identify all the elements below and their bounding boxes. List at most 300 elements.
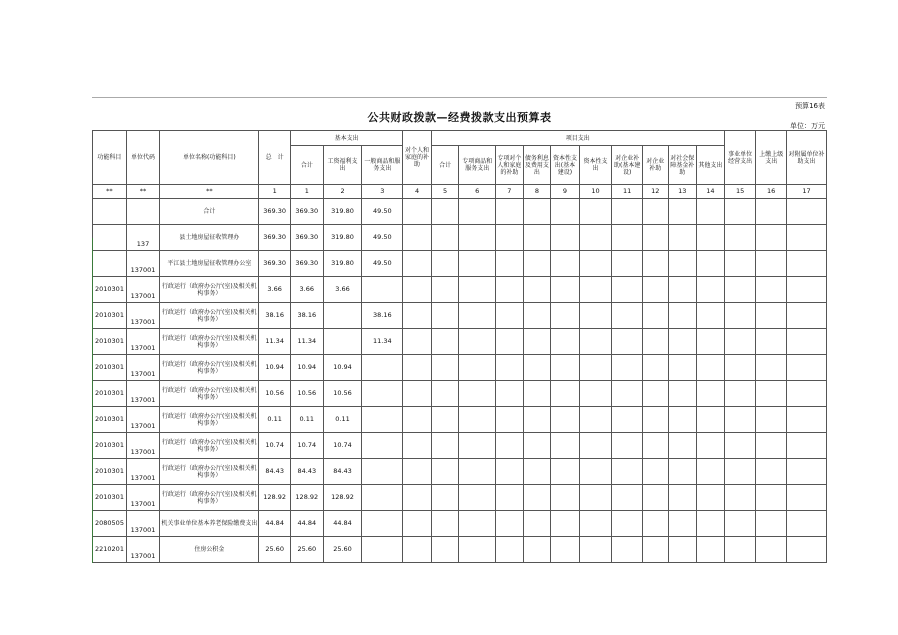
empty-cell [496, 199, 524, 225]
func-code-cell: 2210201 [93, 537, 127, 563]
general-goods-cell: 38.16 [362, 303, 403, 329]
general-goods-cell: 49.50 [362, 199, 403, 225]
column-number: ** [93, 185, 127, 199]
unit-code-cell: 137001 [126, 407, 160, 433]
unit-name-cell: 行政运行（政府办公厅(室)及相关机构事务） [160, 303, 259, 329]
empty-cell [612, 459, 643, 485]
empty-cell [496, 407, 524, 433]
empty-cell [612, 303, 643, 329]
col-debt-interest: 债务利息及费用支出 [523, 146, 551, 185]
total-cell: 10.94 [259, 355, 291, 381]
empty-cell [459, 459, 496, 485]
empty-cell [579, 303, 612, 329]
empty-cell [403, 459, 432, 485]
basic-sum-cell: 11.34 [290, 329, 323, 355]
total-cell: 11.34 [259, 329, 291, 355]
wage-welfare-cell [323, 303, 362, 329]
empty-cell [551, 329, 580, 355]
empty-cell [431, 277, 459, 303]
empty-cell [551, 511, 580, 537]
empty-cell [579, 277, 612, 303]
empty-cell [459, 485, 496, 511]
table-row [93, 329, 827, 355]
empty-cell [579, 485, 612, 511]
empty-cell [787, 277, 827, 303]
general-goods-cell: 49.50 [362, 225, 403, 251]
empty-cell [668, 511, 697, 537]
empty-cell [787, 485, 827, 511]
empty-cell [643, 225, 669, 251]
col-unit-name: 单位名称(功能科目) [160, 131, 259, 185]
col-social-fund: 对社会保障基金补助 [668, 146, 697, 185]
empty-cell [523, 277, 551, 303]
empty-cell [551, 459, 580, 485]
empty-cell [403, 433, 432, 459]
empty-cell [579, 329, 612, 355]
empty-cell [551, 251, 580, 277]
empty-cell [431, 537, 459, 563]
empty-cell [787, 433, 827, 459]
func-code-cell [93, 251, 127, 277]
empty-cell [697, 355, 725, 381]
unit-name-cell: 行政运行（政府办公厅(室)及相关机构事务） [160, 485, 259, 511]
table-row [93, 459, 827, 485]
column-number: ** [160, 185, 259, 199]
column-number: 13 [668, 185, 697, 199]
empty-cell [523, 511, 551, 537]
unit-name-cell: 行政运行（政府办公厅(室)及相关机构事务） [160, 381, 259, 407]
col-project-group: 项目支出 [431, 131, 724, 146]
empty-cell [431, 511, 459, 537]
empty-cell [431, 459, 459, 485]
empty-cell [787, 381, 827, 407]
total-cell: 10.74 [259, 433, 291, 459]
basic-sum-cell: 0.11 [290, 407, 323, 433]
total-cell: 10.56 [259, 381, 291, 407]
empty-cell [431, 485, 459, 511]
general-goods-cell [362, 485, 403, 511]
empty-cell [579, 381, 612, 407]
col-public-unit: 事业单位经营支出 [724, 131, 756, 185]
empty-cell [697, 433, 725, 459]
header-row-1 [93, 131, 827, 146]
empty-cell [724, 303, 756, 329]
empty-cell [496, 459, 524, 485]
empty-cell [551, 433, 580, 459]
empty-cell [612, 381, 643, 407]
empty-cell [787, 251, 827, 277]
basic-sum-cell: 44.84 [290, 511, 323, 537]
col-special-individual: 专项对个人和家庭的补助 [496, 146, 524, 185]
column-number: 5 [431, 185, 459, 199]
basic-sum-cell: 369.30 [290, 225, 323, 251]
empty-cell [756, 277, 787, 303]
total-cell: 38.16 [259, 303, 291, 329]
col-func-code: 功能科目 [93, 131, 127, 185]
table-row [93, 407, 827, 433]
column-number: 2 [323, 185, 362, 199]
empty-cell [523, 537, 551, 563]
general-goods-cell [362, 381, 403, 407]
empty-cell [668, 433, 697, 459]
col-enterprise-infra: 对企业补助(基本建设) [612, 146, 643, 185]
empty-cell [668, 537, 697, 563]
empty-cell [643, 251, 669, 277]
empty-cell [612, 433, 643, 459]
empty-cell [643, 537, 669, 563]
func-code-cell: 2010301 [93, 329, 127, 355]
unit-code-cell: 137001 [126, 433, 160, 459]
total-cell: 44.84 [259, 511, 291, 537]
col-individual-family: 对个人和家庭的补助 [403, 131, 432, 185]
unit-code-cell: 137001 [126, 381, 160, 407]
unit-name-cell: 行政运行（政府办公厅(室)及相关机构事务） [160, 277, 259, 303]
unit-code-cell [126, 199, 160, 225]
empty-cell [403, 511, 432, 537]
table-row [93, 433, 827, 459]
sheet-title: 公共财政拨款—经费拨款支出预算表 [367, 111, 552, 124]
general-goods-cell [362, 511, 403, 537]
col-unit-code: 单位代码 [126, 131, 160, 185]
column-number: 6 [459, 185, 496, 199]
empty-cell [459, 199, 496, 225]
empty-cell [431, 381, 459, 407]
unit-code-cell: 137001 [126, 485, 160, 511]
col-subordinate: 对附属单位补助支出 [787, 131, 827, 185]
general-goods-cell [362, 433, 403, 459]
empty-cell [431, 251, 459, 277]
empty-cell [403, 199, 432, 225]
col-capital-infra: 资本性支出(基本建设) [551, 146, 580, 185]
empty-cell [787, 329, 827, 355]
basic-sum-cell: 10.74 [290, 433, 323, 459]
empty-cell [496, 537, 524, 563]
unit-code-cell: 137001 [126, 537, 160, 563]
empty-cell [697, 485, 725, 511]
basic-sum-cell: 128.92 [290, 485, 323, 511]
empty-cell [697, 251, 725, 277]
func-code-cell: 2010301 [93, 485, 127, 511]
empty-cell [724, 225, 756, 251]
empty-cell [496, 485, 524, 511]
col-wage-welfare: 工资福利支出 [323, 146, 362, 185]
empty-cell [756, 381, 787, 407]
col-capital: 资本性支出 [579, 146, 612, 185]
empty-cell [496, 329, 524, 355]
general-goods-cell: 49.50 [362, 251, 403, 277]
unit-name-cell: 行政运行（政府办公厅(室)及相关机构事务） [160, 329, 259, 355]
wage-welfare-cell [323, 329, 362, 355]
wage-welfare-cell: 128.92 [323, 485, 362, 511]
func-code-cell: 2010301 [93, 303, 127, 329]
basic-sum-cell: 38.16 [290, 303, 323, 329]
table-row [93, 511, 827, 537]
empty-cell [697, 329, 725, 355]
column-number: 10 [579, 185, 612, 199]
empty-cell [403, 381, 432, 407]
func-code-cell: 2010301 [93, 459, 127, 485]
func-code-cell: 2010301 [93, 407, 127, 433]
empty-cell [496, 381, 524, 407]
empty-cell [697, 225, 725, 251]
empty-cell [668, 303, 697, 329]
empty-cell [459, 225, 496, 251]
column-number: 1 [259, 185, 291, 199]
empty-cell [431, 329, 459, 355]
column-number: 17 [787, 185, 827, 199]
empty-cell [668, 199, 697, 225]
empty-cell [724, 355, 756, 381]
unit-name-cell: 机关事业单位基本养老保险缴费支出 [160, 511, 259, 537]
empty-cell [459, 433, 496, 459]
func-code-cell: 2080505 [93, 511, 127, 537]
empty-cell [579, 511, 612, 537]
empty-cell [496, 303, 524, 329]
empty-cell [756, 329, 787, 355]
unit-label: 单位：万元 [790, 122, 825, 130]
empty-cell [496, 355, 524, 381]
empty-cell [756, 199, 787, 225]
empty-cell [579, 199, 612, 225]
empty-cell [756, 459, 787, 485]
unit-code-cell: 137 [126, 225, 160, 251]
empty-cell [668, 225, 697, 251]
empty-cell [459, 329, 496, 355]
empty-cell [496, 225, 524, 251]
empty-cell [724, 199, 756, 225]
empty-cell [697, 381, 725, 407]
empty-cell [403, 329, 432, 355]
col-other: 其他支出 [697, 146, 725, 185]
empty-cell [787, 225, 827, 251]
wage-welfare-cell: 44.84 [323, 511, 362, 537]
func-code-cell: 2010301 [93, 277, 127, 303]
general-goods-cell [362, 277, 403, 303]
general-goods-cell [362, 537, 403, 563]
empty-cell [431, 407, 459, 433]
empty-cell [668, 407, 697, 433]
col-basic-sum: 合计 [290, 146, 323, 185]
basic-sum-cell: 369.30 [290, 199, 323, 225]
empty-cell [403, 485, 432, 511]
wage-welfare-cell: 0.11 [323, 407, 362, 433]
wage-welfare-cell: 3.66 [323, 277, 362, 303]
col-total: 总 计 [259, 131, 291, 185]
empty-cell [724, 511, 756, 537]
empty-cell [403, 251, 432, 277]
wage-welfare-cell: 319.80 [323, 199, 362, 225]
table-row [93, 225, 827, 251]
empty-cell [551, 199, 580, 225]
wage-welfare-cell: 319.80 [323, 251, 362, 277]
empty-cell [579, 251, 612, 277]
unit-code-cell: 137001 [126, 355, 160, 381]
table-row [93, 199, 827, 225]
empty-cell [612, 329, 643, 355]
empty-cell [579, 433, 612, 459]
empty-cell [643, 459, 669, 485]
empty-cell [459, 407, 496, 433]
empty-cell [579, 459, 612, 485]
empty-cell [724, 381, 756, 407]
empty-cell [787, 355, 827, 381]
column-number: 8 [523, 185, 551, 199]
total-cell: 128.92 [259, 485, 291, 511]
column-number: 14 [697, 185, 725, 199]
empty-cell [643, 303, 669, 329]
empty-cell [697, 199, 725, 225]
total-cell: 369.30 [259, 225, 291, 251]
empty-cell [643, 407, 669, 433]
empty-cell [643, 381, 669, 407]
column-number: 16 [756, 185, 787, 199]
func-code-cell: 2010301 [93, 433, 127, 459]
basic-sum-cell: 3.66 [290, 277, 323, 303]
empty-cell [551, 407, 580, 433]
general-goods-cell [362, 407, 403, 433]
column-number: 9 [551, 185, 580, 199]
basic-sum-cell: 10.56 [290, 381, 323, 407]
wage-welfare-cell: 10.56 [323, 381, 362, 407]
empty-cell [612, 485, 643, 511]
empty-cell [756, 511, 787, 537]
empty-cell [697, 459, 725, 485]
empty-cell [643, 277, 669, 303]
empty-cell [612, 251, 643, 277]
empty-cell [523, 459, 551, 485]
empty-cell [612, 511, 643, 537]
empty-cell [612, 537, 643, 563]
table-row [93, 251, 827, 277]
empty-cell [579, 407, 612, 433]
empty-cell [403, 225, 432, 251]
column-number: 15 [724, 185, 756, 199]
empty-cell [523, 225, 551, 251]
empty-cell [551, 537, 580, 563]
budget-table [92, 130, 827, 563]
empty-cell [787, 407, 827, 433]
table-row [93, 303, 827, 329]
empty-cell [787, 199, 827, 225]
unit-name-cell: 合计 [160, 199, 259, 225]
empty-cell [668, 251, 697, 277]
empty-cell [724, 251, 756, 277]
empty-cell [697, 511, 725, 537]
unit-name-cell: 住房公积金 [160, 537, 259, 563]
col-upper-level: 上缴上级支出 [756, 131, 787, 185]
empty-cell [523, 251, 551, 277]
empty-cell [612, 355, 643, 381]
column-number: 3 [362, 185, 403, 199]
total-cell: 0.11 [259, 407, 291, 433]
empty-cell [523, 407, 551, 433]
unit-name-cell: 行政运行（政府办公厅(室)及相关机构事务） [160, 433, 259, 459]
empty-cell [643, 433, 669, 459]
empty-cell [612, 199, 643, 225]
wage-welfare-cell: 10.94 [323, 355, 362, 381]
empty-cell [668, 329, 697, 355]
empty-cell [431, 225, 459, 251]
empty-cell [551, 485, 580, 511]
empty-cell [643, 199, 669, 225]
col-general-goods: 一般商品和服务支出 [362, 146, 403, 185]
unit-name-cell: 行政运行（政府办公厅(室)及相关机构事务） [160, 407, 259, 433]
basic-sum-cell: 25.60 [290, 537, 323, 563]
table-row [93, 381, 827, 407]
empty-cell [496, 277, 524, 303]
empty-cell [579, 355, 612, 381]
empty-cell [403, 355, 432, 381]
empty-cell [403, 277, 432, 303]
col-enterprise: 对企业补助 [643, 146, 669, 185]
empty-cell [668, 381, 697, 407]
top-rule [92, 97, 827, 98]
unit-name-cell: 平江县土地房屋征收管理办公室 [160, 251, 259, 277]
empty-cell [724, 485, 756, 511]
empty-cell [523, 303, 551, 329]
empty-cell [756, 355, 787, 381]
col-basic-group: 基本支出 [290, 131, 402, 146]
empty-cell [579, 225, 612, 251]
wage-welfare-cell: 25.60 [323, 537, 362, 563]
empty-cell [668, 277, 697, 303]
empty-cell [431, 303, 459, 329]
unit-code-cell: 137001 [126, 329, 160, 355]
empty-cell [643, 511, 669, 537]
empty-cell [787, 511, 827, 537]
func-code-cell: 2010301 [93, 381, 127, 407]
empty-cell [697, 537, 725, 563]
wage-welfare-cell: 319.80 [323, 225, 362, 251]
general-goods-cell [362, 459, 403, 485]
empty-cell [756, 225, 787, 251]
table-row [93, 277, 827, 303]
total-cell: 84.43 [259, 459, 291, 485]
row-selection-edge [92, 238, 93, 563]
empty-cell [724, 407, 756, 433]
empty-cell [756, 303, 787, 329]
wage-welfare-cell: 10.74 [323, 433, 362, 459]
empty-cell [459, 511, 496, 537]
empty-cell [697, 303, 725, 329]
empty-cell [724, 329, 756, 355]
basic-sum-cell: 84.43 [290, 459, 323, 485]
table-row [93, 485, 827, 511]
table-row [93, 537, 827, 563]
empty-cell [459, 277, 496, 303]
empty-cell [403, 303, 432, 329]
wage-welfare-cell: 84.43 [323, 459, 362, 485]
column-number: 1 [290, 185, 323, 199]
empty-cell [724, 433, 756, 459]
empty-cell [787, 459, 827, 485]
basic-sum-cell: 10.94 [290, 355, 323, 381]
empty-cell [643, 485, 669, 511]
empty-cell [612, 277, 643, 303]
empty-cell [697, 277, 725, 303]
column-number: 11 [612, 185, 643, 199]
table-row [93, 355, 827, 381]
empty-cell [756, 251, 787, 277]
empty-cell [724, 277, 756, 303]
empty-cell [523, 329, 551, 355]
column-number: 12 [643, 185, 669, 199]
empty-cell [496, 251, 524, 277]
empty-cell [756, 407, 787, 433]
col-proj-sum: 合计 [431, 146, 459, 185]
empty-cell [523, 199, 551, 225]
unit-code-cell: 137001 [126, 277, 160, 303]
